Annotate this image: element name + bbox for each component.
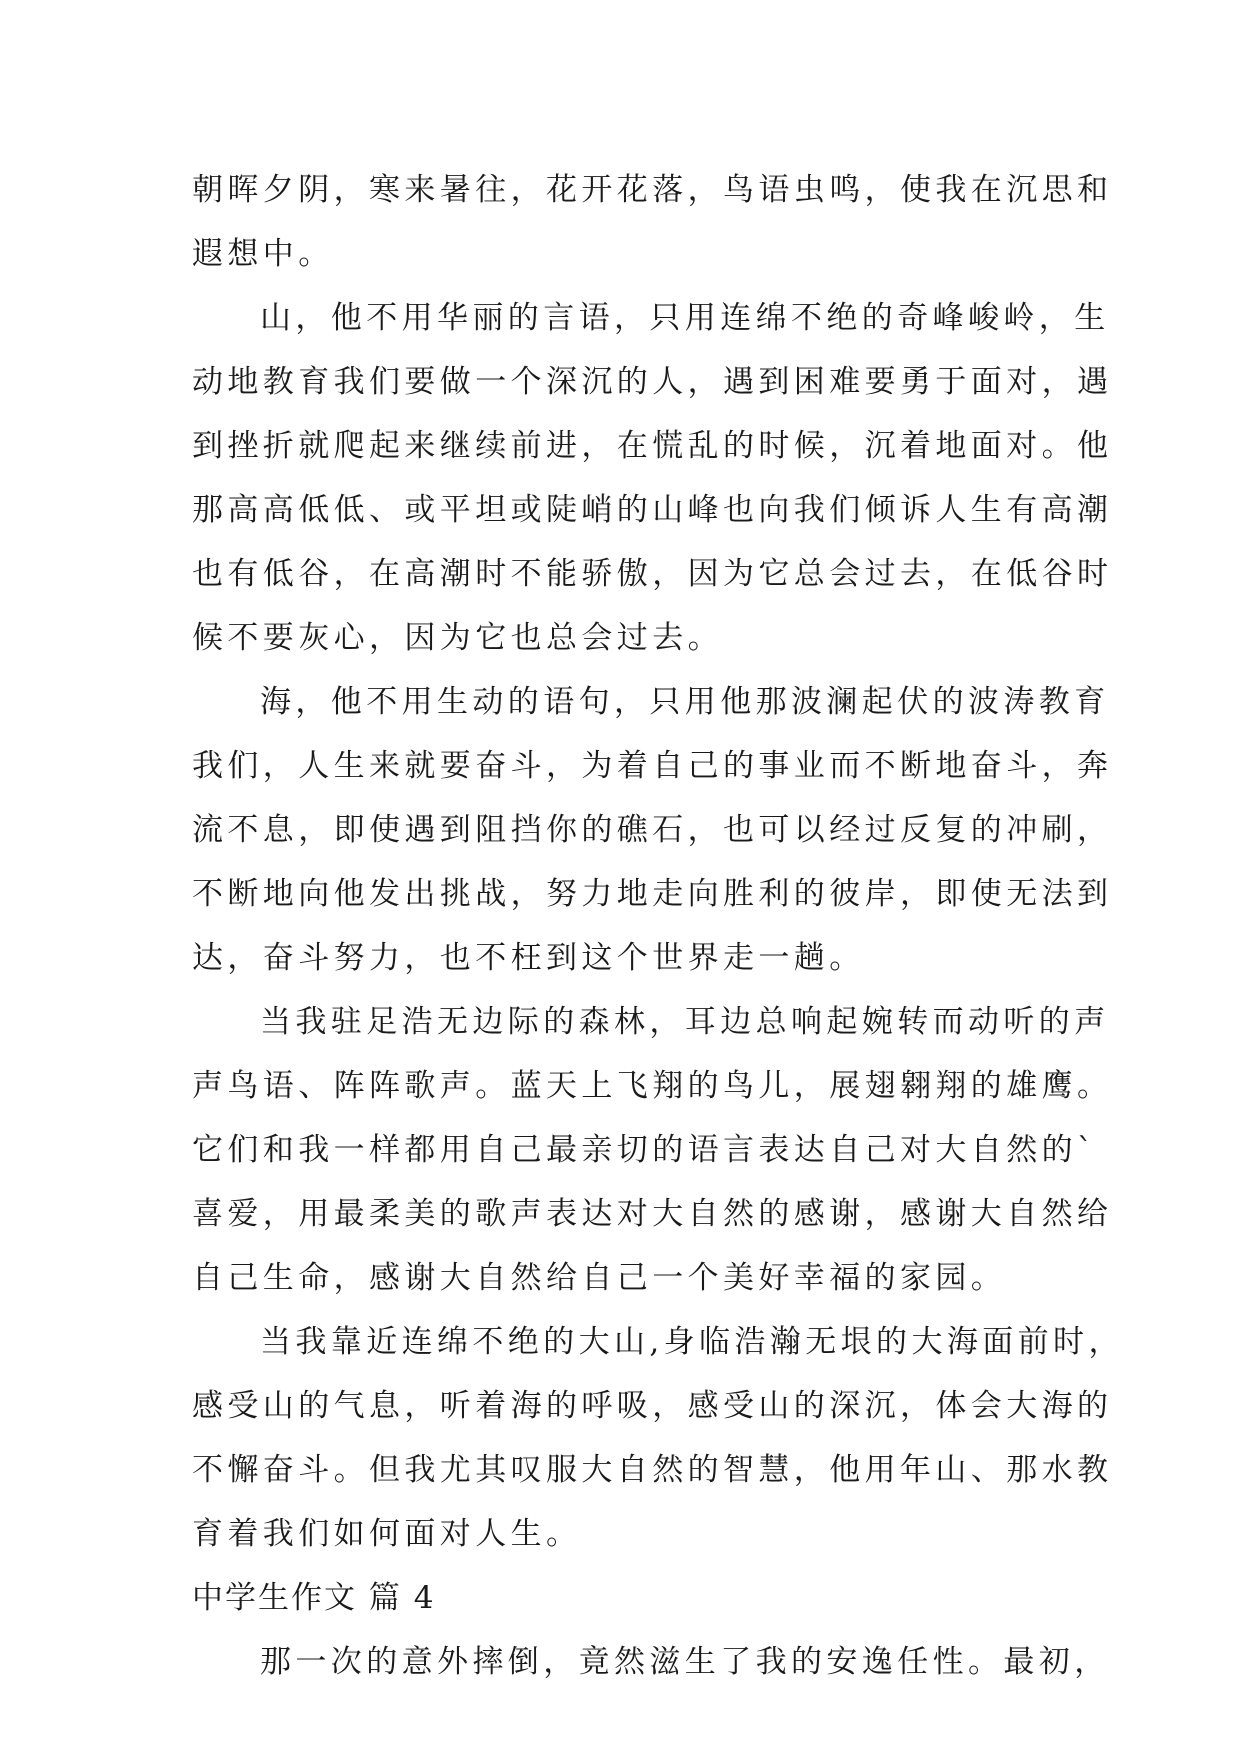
text-line: 自己生命，感谢大自然给自己一个美好幸福的家园。 bbox=[192, 1260, 1007, 1296]
text-line: 那高高低低、或平坦或陡峭的山峰也向我们倾诉人生有高潮 bbox=[192, 492, 1113, 528]
paragraph-start-line: 海，他不用生动的语句，只用他那波澜起伏的波涛教育 bbox=[260, 684, 1110, 720]
text-line: 流不息，即使遇到阻挡你的礁石，也可以经过反复的冲刷， bbox=[192, 812, 1113, 848]
document-body bbox=[192, 158, 1124, 1694]
text-line: 候不要灰心，因为它也总会过去。 bbox=[192, 620, 723, 656]
text-line: 动地教育我们要做一个深沉的人，遇到困难要勇于面对，遇 bbox=[192, 364, 1113, 400]
text-line: 到挫折就爬起来继续前进，在慌乱的时候，沉着地面对。他 bbox=[192, 428, 1113, 464]
text-line: 不断地向他发出挑战，努力地走向胜利的彼岸，即使无法到 bbox=[192, 876, 1113, 912]
text-line: 感受山的气息，听着海的呼吸，感受山的深沉，体会大海的 bbox=[192, 1388, 1113, 1424]
text-line: 我们，人生来就要奋斗，为着自己的事业而不断地奋斗，奔 bbox=[192, 748, 1113, 784]
paragraph-start-line: 当我靠近连绵不绝的大山,身临浩瀚无垠的大海面前时， bbox=[260, 1324, 1124, 1360]
text-line: 喜爱，用最柔美的歌声表达对大自然的感谢，感谢大自然给 bbox=[192, 1196, 1113, 1232]
text-line: 声鸟语、阵阵歌声。蓝天上飞翔的鸟儿，展翅翱翔的雄鹰。 bbox=[192, 1068, 1113, 1104]
paragraph-start-line: 当我驻足浩无边际的森林，耳边总响起婉转而动听的声 bbox=[260, 1004, 1110, 1040]
paragraph-start-line: 那一次的意外摔倒，竟然滋生了我的安逸任性。最初， bbox=[260, 1644, 1110, 1680]
text-line: 也有低谷，在高潮时不能骄傲，因为它总会过去，在低谷时 bbox=[192, 556, 1113, 592]
text-line: 育着我们如何面对人生。 bbox=[192, 1516, 582, 1552]
text-line: 达，奋斗努力，也不枉到这个世界走一趟。 bbox=[192, 940, 865, 976]
text-line: 它们和我一样都用自己最亲切的语言表达自己对大自然的` bbox=[192, 1132, 1097, 1168]
text-line: 遐想中。 bbox=[192, 236, 334, 272]
section-heading: 中学生作文 篇 4 bbox=[192, 1580, 436, 1616]
paragraph-start-line: 山，他不用华丽的言语，只用连绵不绝的奇峰峻岭，生 bbox=[260, 300, 1110, 336]
text-line: 朝晖夕阴，寒来暑往，花开花落，鸟语虫鸣，使我在沉思和 bbox=[192, 172, 1113, 208]
text-line: 不懈奋斗。但我尤其叹服大自然的智慧，他用年山、那水教 bbox=[192, 1452, 1113, 1488]
